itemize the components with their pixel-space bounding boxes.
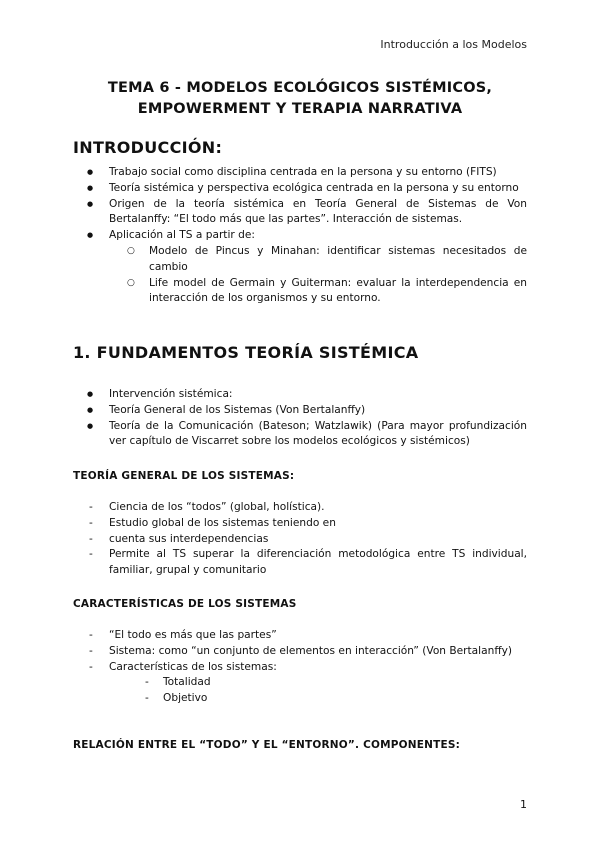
fundamentos-heading: 1. FUNDAMENTOS TEORÍA SISTÉMICA bbox=[73, 343, 419, 362]
list-item bbox=[73, 660, 527, 707]
list-item: - Estudio global de los sistemas teniendo en bbox=[73, 516, 527, 532]
list-item: ● Teoría sistémica y perspectiva ecológica centrada en la persona y su entorno bbox=[73, 181, 527, 197]
sub-list-item: - Objetivo bbox=[109, 691, 527, 707]
list-item: - Permite al TS superar la diferenciación metodológica entre TS individual, familiar, grupal y comunitario bbox=[73, 547, 527, 579]
caract-sublist bbox=[109, 675, 527, 707]
running-header: Introducción a los Modelos bbox=[380, 38, 527, 51]
list-item: ● Origen de la teoría sistémica en Teoría General de Sistemas de Von Bertalanffy: “El todo más que las partes”. Interacción de sistemas. bbox=[73, 197, 527, 229]
caract-heading: CARACTERÍSTICAS DE LOS SISTEMAS bbox=[73, 598, 297, 610]
list-item: ● Teoría de la Comunicación (Bateson; Watzlawik) (Para mayor profundización ver capítulo de Viscarret sobre los modelos ecológicos y sistémicos) bbox=[73, 419, 527, 451]
sub-list-item: ○ Modelo de Pincus y Minahan: identificar sistemas necesitados de cambio bbox=[109, 244, 527, 276]
list-item: - cuenta sus interdependencias bbox=[73, 532, 527, 548]
tgs-list bbox=[73, 500, 527, 579]
list-item: - Ciencia de los “todos” (global, holística). bbox=[73, 500, 527, 516]
page-number: 1 bbox=[520, 798, 527, 811]
title-line-2: EMPOWERMENT Y TERAPIA NARRATIVA bbox=[137, 101, 463, 117]
intro-heading: INTRODUCCIÓN: bbox=[73, 138, 223, 157]
sub-list-item: ○ Life model de Germain y Guiterman: evaluar la interdependencia en interacción de los organismos y su entorno. bbox=[109, 276, 527, 308]
sub-list-item: - Totalidad bbox=[109, 675, 527, 691]
fundamentos-list bbox=[73, 387, 527, 450]
list-item: ● Trabajo social como disciplina centrada en la persona y su entorno (FITS) bbox=[73, 165, 527, 181]
document-title bbox=[73, 78, 527, 120]
list-item: ● Teoría General de los Sistemas (Von Bertalanffy) bbox=[73, 403, 527, 419]
caract-list bbox=[73, 628, 527, 707]
tgs-heading: TEORÍA GENERAL DE LOS SISTEMAS: bbox=[73, 470, 295, 482]
relacion-heading: RELACIÓN ENTRE EL “TODO” Y EL “ENTORNO”. COMPONENTES: bbox=[73, 739, 461, 751]
intro-sublist bbox=[109, 244, 527, 307]
intro-list bbox=[73, 165, 527, 307]
list-item bbox=[73, 228, 527, 307]
list-item-text: Aplicación al TS a partir de: bbox=[109, 229, 255, 242]
list-item: - Sistema: como “un conjunto de elementos en interacción” (Von Bertalanffy) bbox=[73, 644, 527, 660]
list-item-text: Características de los sistemas: bbox=[109, 660, 277, 673]
title-line-1: TEMA 6 - MODELOS ECOLÓGICOS SISTÉMICOS, bbox=[107, 80, 493, 96]
list-item: - “El todo es más que las partes” bbox=[73, 628, 527, 644]
list-item: ● Intervención sistémica: bbox=[73, 387, 527, 403]
